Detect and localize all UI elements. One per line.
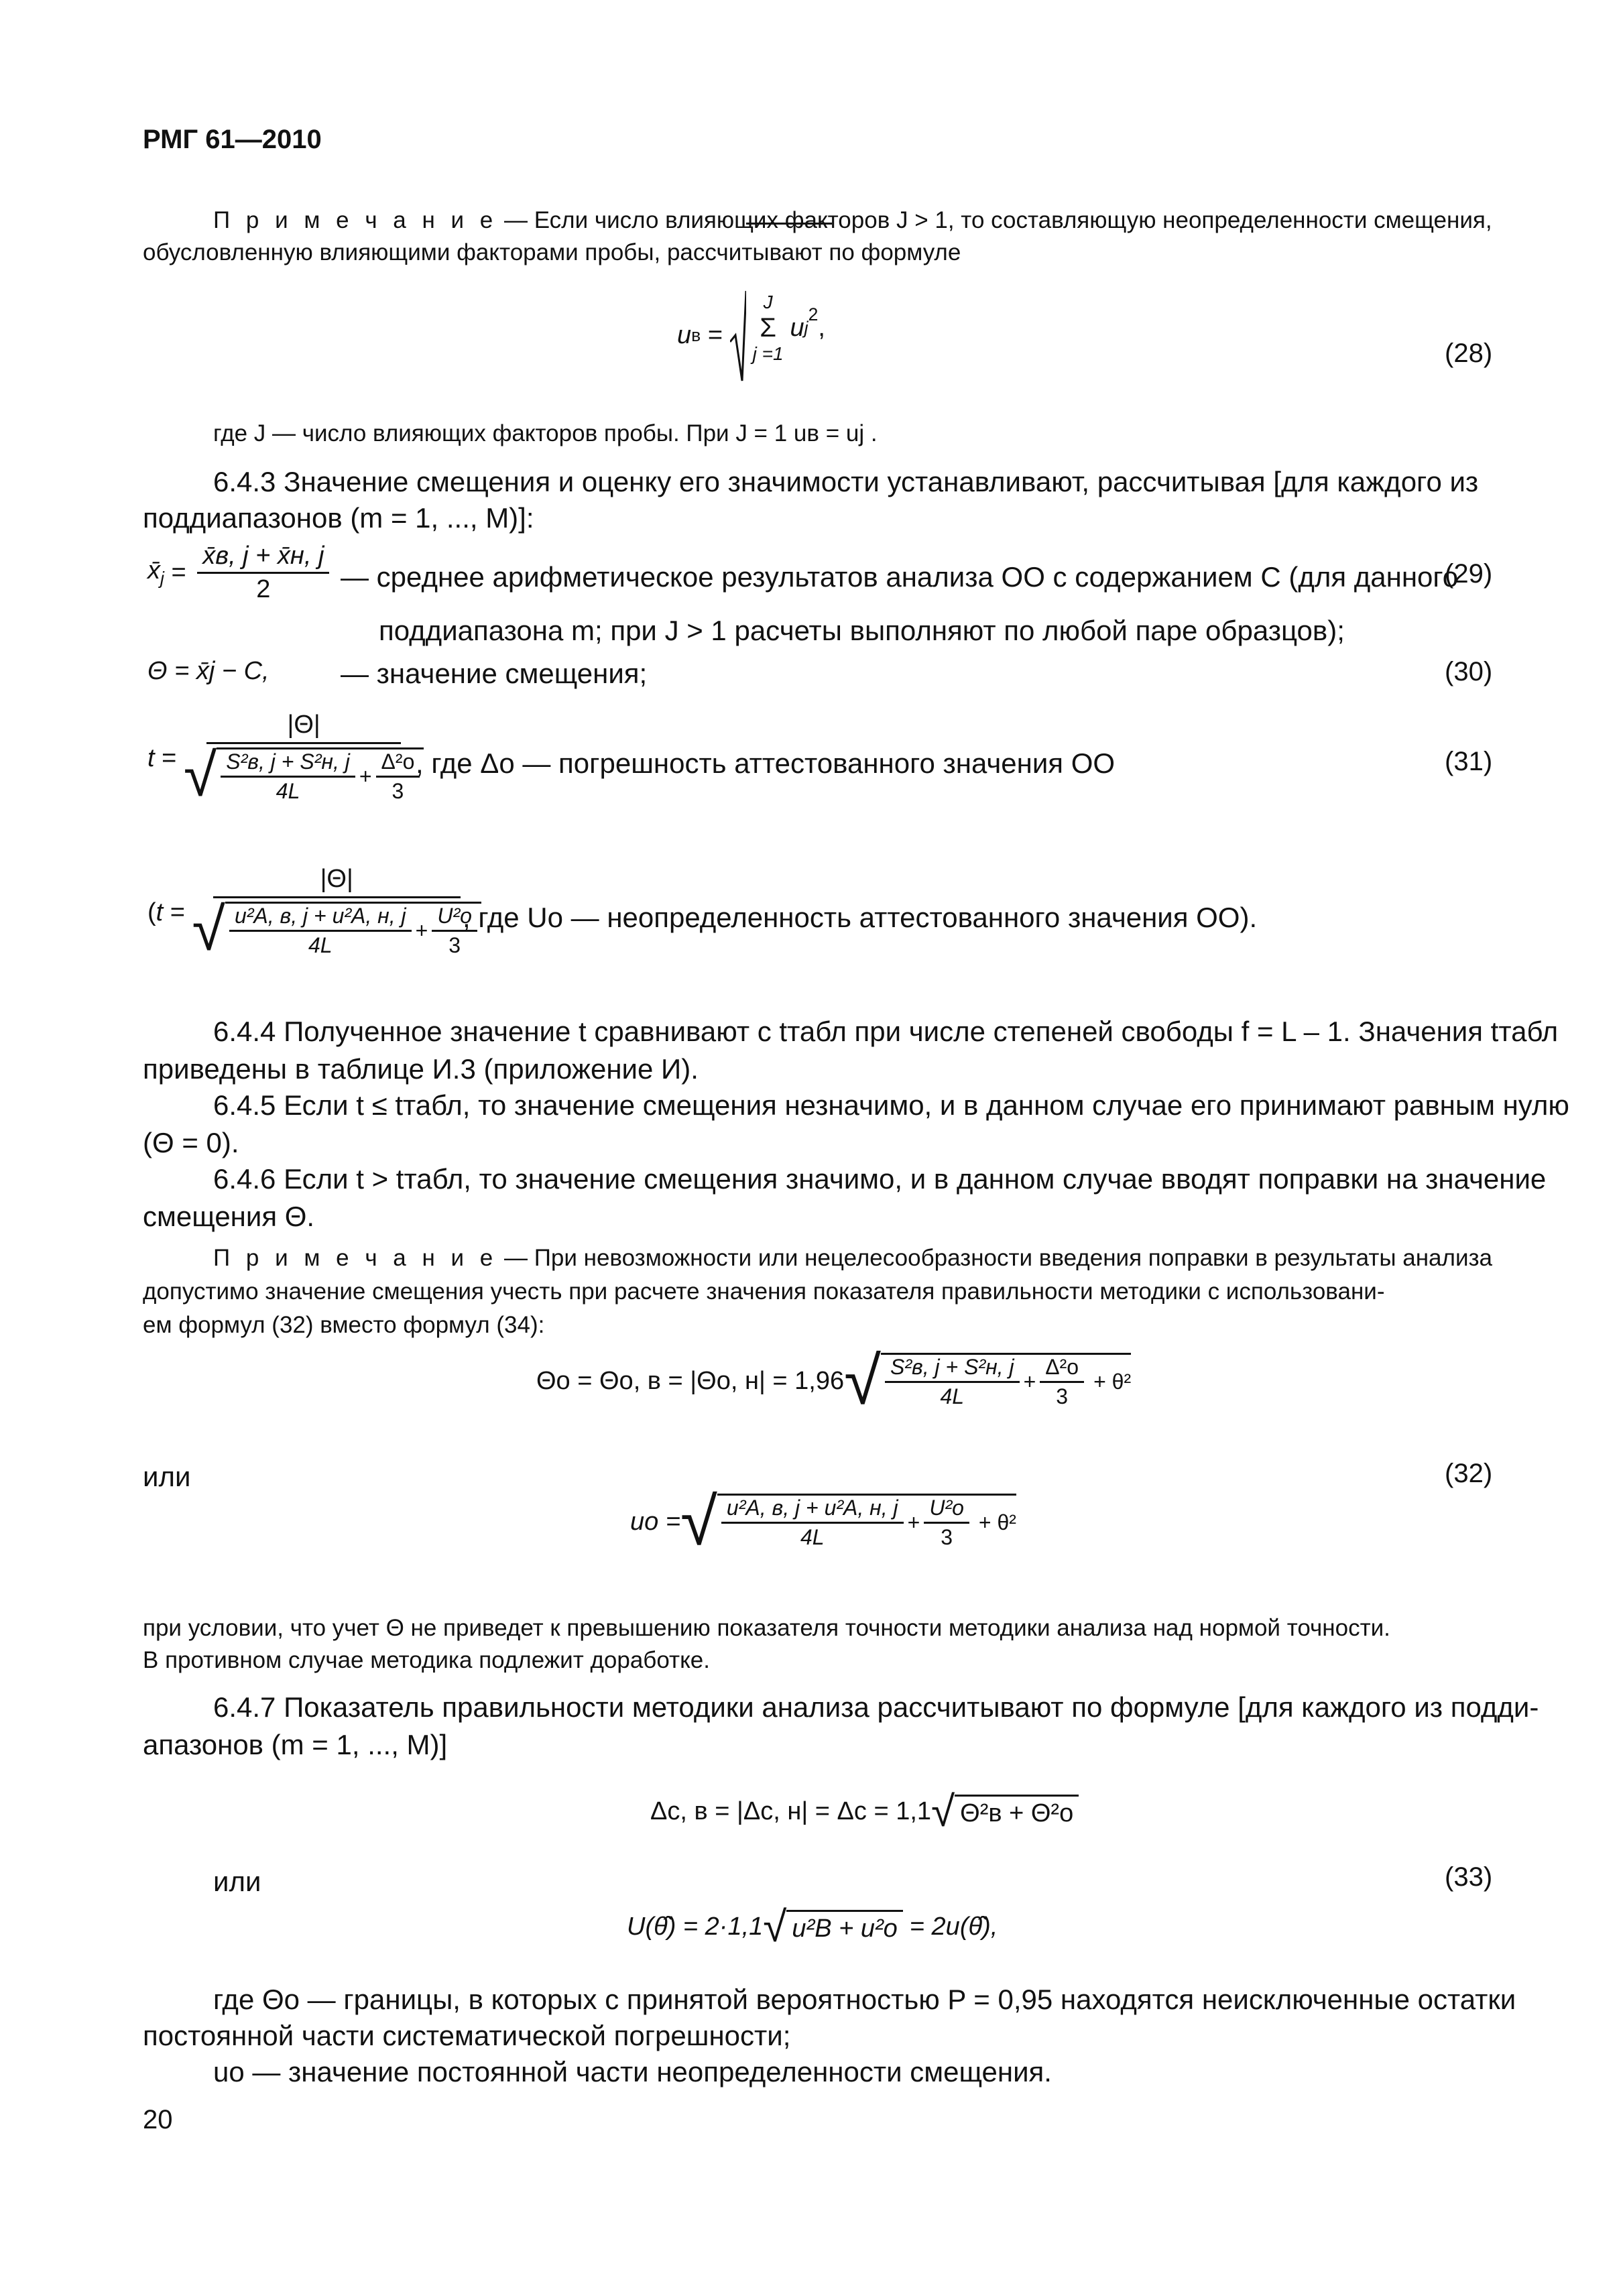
eq31-text: , где Δо — погрешность аттестованного значения ОО <box>416 747 1116 779</box>
p646-line1: 6.4.6 Если t > tтабл, то значение смещения значимо, и в данном случае вводят поправки на значение <box>213 1163 1547 1195</box>
eq28-formula: u в = J Σ j =1 u j $^2$ , <box>677 288 832 382</box>
eq31-number: (31) <box>1445 747 1493 776</box>
note1-line2: обусловленную влияющими факторами пробы, рассчитывают по формуле <box>143 239 961 265</box>
radical-sign-icon <box>730 288 746 382</box>
p646-line2: смещения Θ. <box>143 1201 315 1232</box>
eq28-lower: j =1 <box>752 343 784 364</box>
eq31b-formula: (t = |Θ| √ $\frac{\text{u²А, в, j + u²А, н, j}}{4L}$ + $\frac{\text{U²о}}{3}$ <box>147 865 481 960</box>
eq28-radicand: J Σ j =1 u j $^2$ , <box>746 223 832 365</box>
eq28-lhs-sub: в <box>691 324 701 345</box>
eq32-or: или <box>143 1461 191 1492</box>
eq28-term: u <box>790 314 804 342</box>
eq30-text: — значение смещения; <box>341 658 648 689</box>
eq29-den: 2 <box>256 575 271 603</box>
eq32-c-den: 4L <box>800 1525 825 1549</box>
eq31b-add-num: U²о <box>432 904 477 932</box>
note2-line1 <box>213 1240 1492 1276</box>
eq31-num: |Θ| <box>206 711 400 744</box>
note1-line1 <box>213 202 1492 239</box>
eq33-or: или <box>213 1866 261 1897</box>
eq32-lhs: Θо = Θо, в = |Θо, н| = 1,96 <box>536 1366 845 1395</box>
eq28-upper: J <box>763 292 773 312</box>
eq33-f2-rad: u²В + u²о <box>786 1910 902 1943</box>
eq32-b-den: 3 <box>1056 1384 1069 1408</box>
note2-line3: ем формул (32) вместо формул (34): <box>143 1312 545 1338</box>
p643-line2: поддиапазонов (m = 1, ..., M)]: <box>143 502 534 534</box>
eq32-lhs2: uо = <box>630 1507 681 1536</box>
eq28-number: (28) <box>1445 339 1493 368</box>
p647-line2: апазонов (m = 1, ..., M)] <box>143 1729 448 1760</box>
eq30-number: (30) <box>1445 657 1493 686</box>
eq32-formula1: Θо = Θо, в = |Θо, н| = 1,96 √ $\frac{\text{S²в, j + S²н, j}}{4L}$ + $\frac{\text{Δ²о}}{3}$ + θ² <box>536 1343 1132 1418</box>
eq32-formula2: uо = √ $\frac{\text{u²А, в, j + u²А, н, j}}{4L}$ + $\frac{\text{U²о}}{3}$ + θ² <box>630 1484 1016 1559</box>
note2-text: — При невозможности или нецелесообразности введения поправки в результаты анализа <box>497 1245 1493 1271</box>
note1-text: — Если число влияющих факторов J > 1, то составляющую неопределенности смещения, <box>497 207 1492 233</box>
eq32-d-num: U²о <box>924 1496 969 1524</box>
eq31b-den-num: u²А, в, j + u²А, н, j <box>229 904 412 932</box>
eq31b-add-den: 3 <box>448 933 461 957</box>
cond-line2: В противном случае методика подлежит доработке. <box>143 1647 710 1673</box>
doc-code: РМГ 61—2010 <box>143 125 322 154</box>
eq29-num: x̄в, j + x̄н, j <box>197 542 329 574</box>
eq31-add-num: Δ²о <box>376 749 420 778</box>
eq28-term-sub: j <box>804 318 808 338</box>
where33-line3: uо — значение постоянной части неопределенности смещения. <box>213 2056 1052 2088</box>
eq31b-num: |Θ| <box>213 865 461 898</box>
eq29-text1: — среднее арифметическое результатов анализа ОО с содержанием C (для данного <box>341 561 1459 593</box>
eq30-formula: Θ = x̄j − C, <box>147 657 269 685</box>
p643-line1: 6.4.3 Значение смещения и оценку его значимости устанавливают, рассчитывая [для каждого из <box>213 466 1479 497</box>
page-number: 20 <box>143 2105 173 2134</box>
where33-line2: постоянной части систематической погрешности; <box>143 2020 791 2051</box>
eq33-f1-rad: Θ²в + Θ²о <box>955 1795 1079 1828</box>
eq32-a-den: 4L <box>940 1384 965 1408</box>
eq28-term-sup: 2 <box>808 304 819 324</box>
eq33-f2-lhs: U(θ̂) = 2·1,1 <box>627 1912 764 1941</box>
eq33-formula2: U(θ̂) = 2·1,1 √ u²В + u²о = 2u(θ̂), <box>627 1902 998 1951</box>
eq29-formula: $x̄_j$ = $\frac{x̄в, j + x̄н, j}{2}$ <box>147 542 333 604</box>
p644-line2: приведены в таблице И.3 (приложение И). <box>143 1053 699 1085</box>
eq32-tail2: + θ² <box>978 1510 1016 1534</box>
eq33-f2-tail: = 2u(θ̂), <box>909 1912 998 1941</box>
p647-line1: 6.4.7 Показатель правильности методики анализа рассчитывают по формуле [для каждого из подди- <box>213 1691 1539 1723</box>
eq31b-text: , где Uо — неопределенность аттестованного значения ОО). <box>463 902 1258 933</box>
eq29-text2: поддиапазона m; при J > 1 расчеты выполняют по любой паре образцов); <box>379 615 1345 646</box>
where33-line1: где Θо — границы, в которых с принятой вероятностью P = 0,95 находятся неисключенные остатки <box>213 1984 1516 2015</box>
eq31-add-den: 3 <box>392 779 404 803</box>
note2-lead: П р и м е ч а н и е <box>213 1245 498 1271</box>
p644-line1: 6.4.4 Полученное значение t сравнивают с tтабл при числе степеней свободы f = L – 1. Значения tтабл <box>213 1016 1559 1047</box>
eq29-number: (29) <box>1445 559 1493 589</box>
eq32-c-num: u²А, в, j + u²А, н, j <box>721 1496 904 1524</box>
eq32-b-num: Δ²о <box>1040 1355 1084 1383</box>
note1-lead: П р и м е ч а н и е <box>213 207 498 233</box>
p645-line2: (Θ = 0). <box>143 1127 239 1158</box>
eq32-a-num: S²в, j + S²н, j <box>885 1355 1020 1383</box>
eq31-den-den: 4L <box>276 779 300 803</box>
eq33-formula1: Δс, в = |Δс, н| = Δс = 1,1 √ Θ²в + Θ²о <box>650 1790 1079 1833</box>
eq33-f1-lhs: Δс, в = |Δс, н| = Δс = 1,1 <box>650 1797 932 1825</box>
eq32-tail: + θ² <box>1093 1370 1132 1394</box>
eq31-formula: t = |Θ| √ $\frac{\text{S²в, j + S²н, j}}{4L}$ + $\frac{\text{Δ²о}}{3}$ <box>147 711 424 806</box>
where28-text: где J — число влияющих факторов пробы. При J = 1 uв = uj . <box>213 420 878 446</box>
eq32-d-den: 3 <box>941 1525 953 1549</box>
eq33-number: (33) <box>1445 1862 1493 1892</box>
eq31b-den-den: 4L <box>308 933 333 957</box>
p645-line1: 6.4.5 Если t ≤ tтабл, то значение смещения незначимо, и в данном случае его принимают равным нулю <box>213 1089 1569 1121</box>
eq32-number: (32) <box>1445 1459 1493 1488</box>
cond-line1: при условии, что учет Θ не приведет к превышению показателя точности методики анализа над нормой точности. <box>143 1615 1390 1641</box>
note2-line2: допустимо значение смещения учесть при расчете значения показателя правильности методики с использовани- <box>143 1278 1385 1305</box>
eq28-lhs: u <box>677 320 692 349</box>
eq31-den-num: S²в, j + S²н, j <box>221 749 355 778</box>
